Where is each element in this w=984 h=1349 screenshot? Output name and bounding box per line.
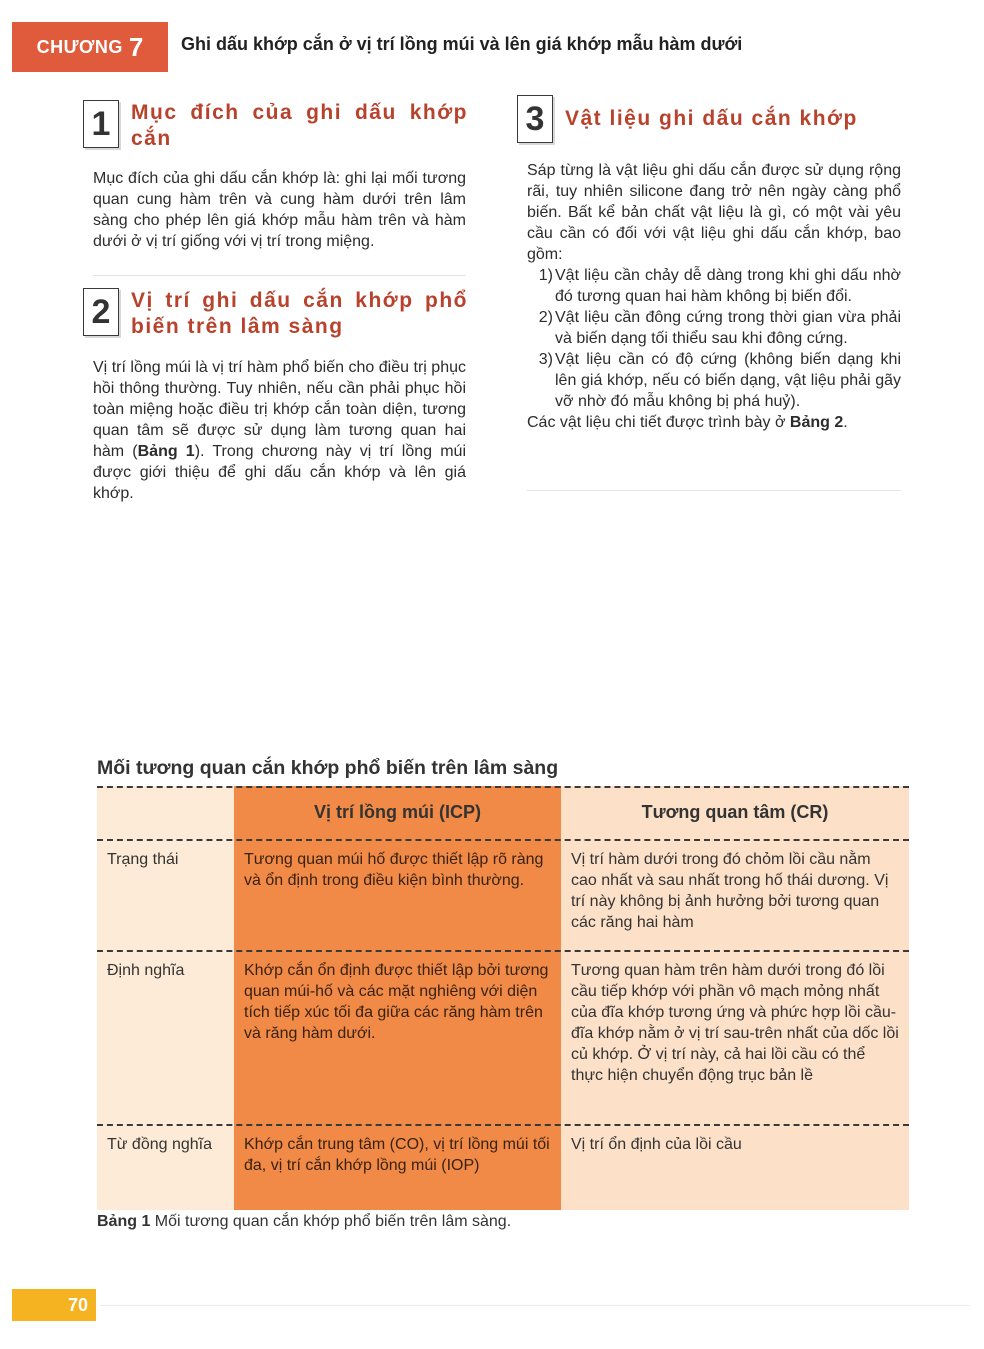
- chapter-label: CHƯƠNG: [36, 36, 123, 57]
- caption-label: Bảng 1: [97, 1213, 151, 1230]
- table-cell: Vị trí ổn định của lồi cầu: [561, 1124, 909, 1210]
- footer-divider: [100, 1305, 970, 1306]
- chapter-title: Ghi dấu khớp cắn ở vị trí lồng múi và lên giá khớp mẫu hàm dưới: [181, 34, 743, 54]
- table-caption: [97, 1213, 511, 1231]
- paragraph: [93, 357, 466, 504]
- text: Vị trí lồng múi là vị trí hàm phổ biến cho điều trị phục hồi thông thường. Tuy nhiên, nếu cần phải phục hồi toàn miệng hoặc điều trị khớp cắn toàn diện, tương quan tâm sẽ được sử dụng làm tương quan hai hàm (: [93, 359, 466, 460]
- list-item: 3) Vật liệu cần có độ cứng (không biến dạng khi lên giá khớp, nếu có biến dạng, vật liệu phải gãy vỡ nhờ đó mẫu không bị phá huỷ).: [538, 351, 901, 410]
- row-label: Từ đồng nghĩa: [97, 1124, 234, 1210]
- divider: [527, 490, 901, 491]
- paragraph: Mục đích của ghi dấu cắn khớp là: ghi lại mối tương quan cung hàm trên và cung hàm dưới trên lâm sàng cho phép lên giá khớp mẫu hàm trên và hàm dưới ở vị trí giống với vị trí trong miệng.: [93, 170, 466, 250]
- table-cell: Vị trí hàm dưới trong đó chỏm lồi cầu nằm cao nhất và sau nhất trong hố thái dương. Vị trí này không bị ảnh hưởng bởi tương quan các răng hai hàm: [561, 839, 909, 950]
- table-cell: Tương quan hàm trên hàm dưới trong đó lồi cầu tiếp khớp với phần vô mạch mỏng nhất của đĩa khớp tương ứng và phức hợp lồi cầu-đĩa khớp nằm ở vị trí sau-trên nhất của dốc lồi củ khớp. Ở vị trí này, cả hai lồi cầu có thể thực hiện chuyển động trục bản lề: [561, 950, 909, 1124]
- table-row: [97, 1124, 909, 1210]
- text: ). Trong chương này vị trí lồng múi được giới thiệu để ghi dấu cắn khớp và lên giá khớp.: [93, 443, 466, 502]
- table-cell: Khớp cắn ổn định được thiết lập bởi tương quan múi-hố và các mặt nghiêng với diện tích tiếp xúc tối đa giữa các răng hàm trên và răng hàm dưới.: [234, 950, 561, 1124]
- table-cell: Khớp cắn trung tâm (CO), vị trí lồng múi tối đa, vị trí cắn khớp lồng múi (IOP): [234, 1124, 561, 1210]
- chapter-badge: [12, 22, 168, 72]
- header-cell-icp: Vị trí lồng múi (ICP): [234, 786, 561, 839]
- section-title: Mục đích của ghi dấu khớp cắn: [131, 101, 468, 150]
- section-title: Vật liệu ghi dấu cắn khớp: [565, 107, 858, 130]
- caption-text: Mối tương quan cắn khớp phổ biến trên lâm sàng.: [150, 1213, 512, 1230]
- section-number: 3: [517, 95, 553, 143]
- row-label: Trạng thái: [97, 839, 234, 950]
- paragraph: Sáp từng là vật liệu ghi dấu cắn được sử dụng rộng rãi, tuy nhiên silicone đang trở nên ngày càng phổ biến. Bất kể bản chất vật liệu là gì, có một vài yêu cầu cần có đối với vật liệu ghi dấu cắn khớp, bao gồm:: [527, 162, 901, 263]
- section-number: 2: [83, 288, 119, 336]
- table-reference: Bảng 1: [137, 443, 195, 460]
- header-cell-cr: Tương quan tâm (CR): [561, 786, 909, 839]
- paragraph: Các vật liệu chi tiết được trình bày ở Bảng 2.: [527, 414, 848, 431]
- divider: [93, 275, 466, 276]
- table-row: [97, 839, 909, 950]
- header-cell: [97, 786, 234, 839]
- requirements-list: [527, 265, 901, 412]
- section-2-heading: [83, 288, 468, 340]
- occlusion-table: [97, 786, 909, 1210]
- chapter-number: 7: [128, 31, 144, 62]
- list-item: 2) Vật liệu cần đông cứng trong thời gian vừa phải và biến dạng tối thiểu sau khi đông cứng.: [538, 309, 901, 347]
- table-header-row: [97, 786, 909, 839]
- row-label: Định nghĩa: [97, 950, 234, 1124]
- section-number: 1: [83, 100, 119, 148]
- section-1-body: [93, 168, 466, 252]
- section-2-body: [93, 357, 466, 504]
- page-number: 70: [12, 1289, 96, 1321]
- section-3-body: [527, 160, 901, 433]
- section-title: Vị trí ghi dấu cắn khớp phổ biến trên lâm sàng: [131, 289, 468, 338]
- table-heading: Mối tương quan cắn khớp phổ biến trên lâm sàng: [97, 757, 559, 779]
- section-3-heading: [517, 95, 917, 143]
- list-item: 1) Vật liệu cần chảy dễ dàng trong khi ghi dấu nhờ đó tương quan hai hàm không bị biến đổi.: [538, 267, 901, 305]
- table-reference: Bảng 2: [789, 414, 844, 431]
- table-cell: Tương quan múi hố được thiết lập rõ ràng và ổn định trong điều kiện bình thường.: [234, 839, 561, 950]
- table-row: [97, 950, 909, 1124]
- section-1-heading: [83, 100, 468, 152]
